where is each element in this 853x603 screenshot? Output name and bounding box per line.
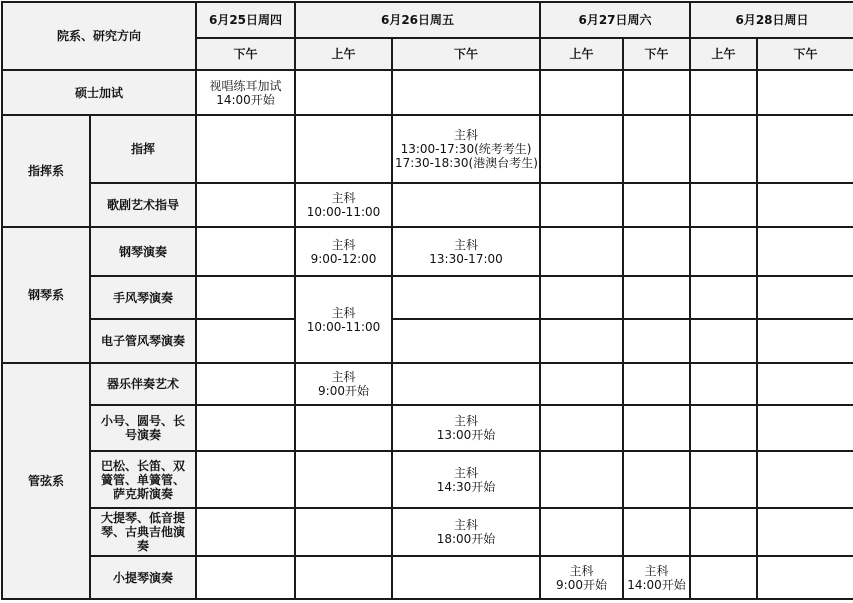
empty-cell	[757, 451, 853, 508]
empty-cell	[392, 183, 540, 227]
empty-cell	[196, 451, 295, 508]
row-label-piano: 钢琴演奏	[90, 227, 196, 276]
empty-cell	[757, 115, 853, 183]
empty-cell	[196, 227, 295, 276]
table-row-organ	[2, 319, 853, 363]
empty-cell	[757, 405, 853, 451]
schedule-cell	[392, 227, 540, 276]
empty-cell	[623, 508, 690, 556]
empty-cell	[690, 363, 757, 405]
empty-cell	[690, 508, 757, 556]
empty-cell	[196, 276, 295, 319]
empty-cell	[690, 115, 757, 183]
row-label-violin: 小提琴演奏	[90, 556, 196, 599]
table-row-opera	[2, 183, 853, 227]
row-label-line: 号演奏	[125, 428, 162, 442]
cell-line: 14:00开始	[216, 92, 275, 107]
cell-line: 14:30开始	[436, 479, 496, 494]
period-header-jun27-pm: 下午	[623, 38, 690, 70]
cell-line: 9:00-12:00	[310, 251, 377, 266]
empty-cell	[196, 115, 295, 183]
empty-cell	[392, 319, 540, 363]
date-header-jun28: 6月28日周日	[690, 2, 853, 38]
empty-cell	[392, 70, 540, 115]
row-label-accompaniment: 器乐伴奏艺术	[90, 363, 196, 405]
empty-cell	[540, 451, 623, 508]
dept-label-piano: 钢琴系	[2, 227, 90, 363]
empty-cell	[196, 319, 295, 363]
row-label-line: 萨克斯演奏	[113, 486, 174, 501]
empty-cell	[392, 276, 540, 319]
cell-line: 主科	[331, 191, 356, 205]
table-row-accompaniment	[2, 363, 853, 405]
empty-cell	[690, 405, 757, 451]
cell-line: 17:30-18:30(港澳台考生)	[395, 156, 538, 170]
empty-cell	[757, 508, 853, 556]
empty-cell	[540, 405, 623, 451]
cell-line: 13:00开始	[436, 428, 496, 442]
schedule-cell	[540, 556, 623, 599]
empty-cell	[196, 363, 295, 405]
cell-line: 18:00开始	[436, 532, 496, 546]
cell-line: 视唱练耳加试	[209, 78, 282, 93]
date-header-jun25: 6月25日周四	[196, 2, 295, 38]
schedule-cell	[392, 451, 540, 508]
empty-cell	[690, 451, 757, 508]
row-label-woodwind	[90, 451, 196, 508]
table-row-conducting	[2, 115, 853, 183]
empty-cell	[540, 227, 623, 276]
row-label-line: 小号、圆号、长	[101, 414, 186, 428]
schedule-cell	[295, 276, 392, 363]
empty-cell	[540, 115, 623, 183]
empty-cell	[295, 508, 392, 556]
empty-cell	[623, 276, 690, 319]
table-row-accordion	[2, 276, 853, 319]
schedule-cell	[295, 183, 392, 227]
cell-line: 主科	[331, 370, 356, 384]
empty-cell	[757, 227, 853, 276]
cell-line: 13:30-17:00	[429, 251, 503, 266]
date-header-jun27: 6月27日周六	[540, 2, 690, 38]
empty-cell	[540, 70, 623, 115]
empty-cell	[690, 70, 757, 115]
cell-line: 9:00开始	[556, 577, 607, 592]
schedule-cell	[392, 508, 540, 556]
date-header-jun26: 6月26日周五	[295, 2, 540, 38]
empty-cell	[623, 363, 690, 405]
row-label-master: 硕士加试	[2, 70, 196, 115]
empty-cell	[623, 451, 690, 508]
cell-line: 10:00-11:00	[306, 205, 381, 219]
period-header-jun25-pm: 下午	[196, 38, 295, 70]
empty-cell	[690, 556, 757, 599]
cell-line: 主科	[454, 465, 479, 480]
empty-cell	[392, 363, 540, 405]
schedule-cell	[392, 115, 540, 183]
empty-cell	[295, 70, 392, 115]
cell-line: 9:00开始	[318, 384, 369, 398]
empty-cell	[757, 70, 853, 115]
table-row-violin	[2, 556, 853, 599]
row-label-line: 簧管、单簧管、	[101, 472, 186, 487]
empty-cell	[295, 556, 392, 599]
schedule-cell	[295, 227, 392, 276]
row-label-accordion: 手风琴演奏	[90, 276, 196, 319]
empty-cell	[623, 405, 690, 451]
empty-cell	[196, 183, 295, 227]
table-row-strings	[2, 508, 853, 556]
corner-header: 院系、研究方向	[2, 2, 196, 70]
empty-cell	[690, 227, 757, 276]
schedule-cell	[196, 70, 295, 115]
cell-line: 主科	[454, 237, 479, 252]
empty-cell	[623, 115, 690, 183]
empty-cell	[540, 319, 623, 363]
empty-cell	[540, 183, 623, 227]
cell-line: 13:00-17:30(统考考生)	[400, 142, 532, 156]
cell-line: 主科	[454, 518, 479, 532]
period-header-jun26-am: 上午	[295, 38, 392, 70]
empty-cell	[540, 508, 623, 556]
period-header-jun27-am: 上午	[540, 38, 623, 70]
dept-label-orchestral: 管弦系	[2, 363, 90, 599]
empty-cell	[540, 363, 623, 405]
cell-line: 主科	[454, 128, 479, 142]
empty-cell	[196, 508, 295, 556]
empty-cell	[690, 183, 757, 227]
table-row-master	[2, 70, 853, 115]
empty-cell	[623, 227, 690, 276]
row-label-conducting: 指挥	[90, 115, 196, 183]
exam-schedule-table	[1, 1, 853, 600]
table-row-woodwind	[2, 451, 853, 508]
schedule-cell	[623, 556, 690, 599]
row-label-brass	[90, 405, 196, 451]
empty-cell	[295, 451, 392, 508]
cell-line: 14:00开始	[627, 577, 686, 592]
row-label-line: 琴、古典吉他演	[101, 525, 186, 539]
empty-cell	[295, 115, 392, 183]
empty-cell	[757, 319, 853, 363]
period-header-jun28-pm: 下午	[757, 38, 853, 70]
empty-cell	[690, 276, 757, 319]
cell-line: 主科	[644, 563, 669, 578]
empty-cell	[196, 556, 295, 599]
empty-cell	[196, 405, 295, 451]
empty-cell	[757, 183, 853, 227]
row-label-opera: 歌剧艺术指导	[90, 183, 196, 227]
cell-line: 主科	[454, 414, 479, 428]
empty-cell	[392, 556, 540, 599]
empty-cell	[623, 319, 690, 363]
cell-line: 主科	[331, 237, 356, 252]
empty-cell	[540, 276, 623, 319]
empty-cell	[690, 319, 757, 363]
row-label-line: 大提琴、低音提	[101, 511, 186, 525]
empty-cell	[757, 276, 853, 319]
schedule-cell	[392, 405, 540, 451]
table-row-piano	[2, 227, 853, 276]
period-header-jun28-am: 上午	[690, 38, 757, 70]
empty-cell	[757, 363, 853, 405]
period-header-jun26-pm: 下午	[392, 38, 540, 70]
row-label-line: 巴松、长笛、双	[101, 458, 186, 473]
header-row-dates	[2, 2, 853, 38]
row-label-strings	[90, 508, 196, 556]
empty-cell	[623, 70, 690, 115]
empty-cell	[623, 183, 690, 227]
row-label-organ: 电子管风琴演奏	[90, 319, 196, 363]
cell-line: 主科	[331, 305, 356, 320]
empty-cell	[757, 556, 853, 599]
table-row-brass	[2, 405, 853, 451]
cell-line: 10:00-11:00	[306, 319, 381, 334]
empty-cell	[295, 405, 392, 451]
schedule-table-wrapper	[1, 1, 853, 600]
dept-label-conducting: 指挥系	[2, 115, 90, 227]
schedule-cell	[295, 363, 392, 405]
cell-line: 主科	[569, 563, 594, 578]
row-label-line: 奏	[137, 539, 150, 553]
